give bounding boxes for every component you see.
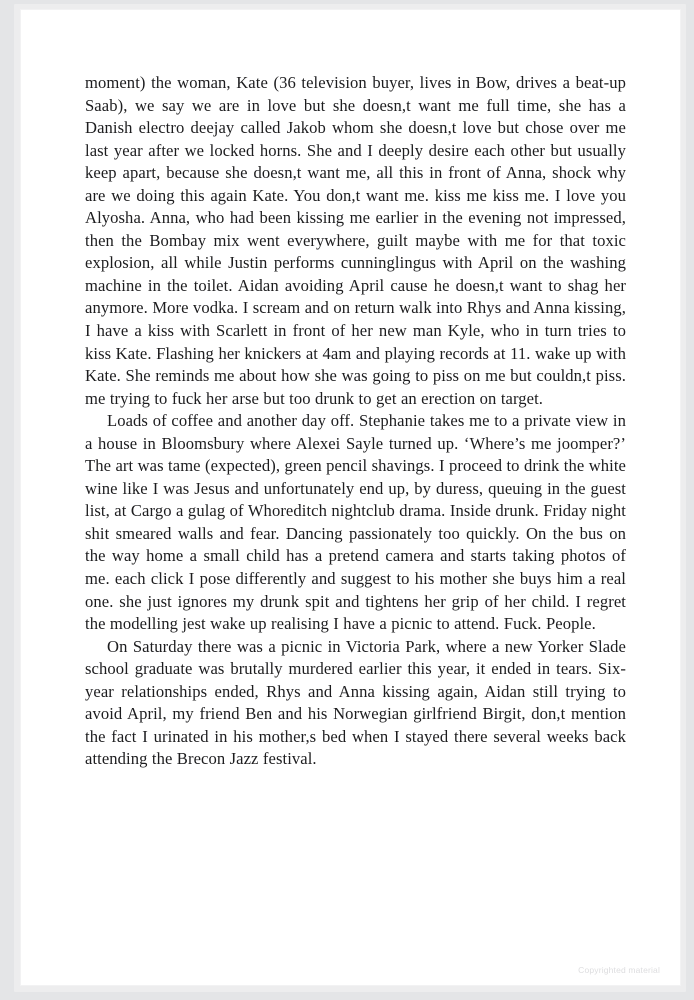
- paragraph-1: moment) the woman, Kate (36 television buyer, lives in Bow, drives a beat-up Saab), we say we are in love but she doesn,t want me full time, she has a Danish electro deejay called Jakob whom she doesn,t love but chose over me last year after we locked horns. She and I deeply desire each other but usually keep apart, because she doesn,t want me, all this in front of Anna, shock why are we doing this again Kate. You don,t want me. kiss me kiss me. I love you Alyosha. Anna, who had been kissing me earlier in the evening not impressed, then the Bombay mix went everywhere, guilt maybe with me for that toxic explosion, all while Justin performs cunninglingus with April on the washing machine in the toilet. Aidan avoiding April cause he doesn,t want to shag her anymore. More vodka. I scream and on return walk into Rhys and Anna kissing, I have a kiss with Scarlett in front of her new man Kyle, who in turn tries to kiss Kate. Flashing her knickers at 4am and playing records at 11. wake up with Kate. She reminds me about how she was going to piss on me but couldn,t piss. me trying to fuck her arse but too drunk to get an erection on target.: [85, 73, 626, 408]
- book-page: [21, 10, 680, 985]
- page-text-body: [85, 72, 626, 771]
- copyright-watermark: Copyrighted material: [578, 965, 660, 975]
- paragraph-2: Loads of coffee and another day off. Stephanie takes me to a private view in a house in Bloomsbury where Alexei Sayle turned up. ‘Where’s me joomper?’ The art was tame (expected), green pencil shavings. I proceed to drink the white wine like I was Jesus and unfortunately end up, by duress, queuing in the guest list, at Cargo a gulag of Whoreditch nightclub drama. Inside drunk. Friday night shit smeared walls and fear. Dancing passionately too quickly. On the bus on the way home a small child has a pretend camera and starts taking photos of me. each click I pose differently and suggest to his mother she buys him a real one. she just ignores my drunk spit and tightens her grip of her child. I regret the modelling jest wake up realising I have a picnic to attend. Fuck. People.: [85, 411, 626, 634]
- paragraph-3: On Saturday there was a picnic in Victoria Park, where a new Yorker Slade school graduate was brutally murdered earlier this year, it ended in tears. Six-year relationships ended, Rhys and Anna kissing again, Aidan still trying to avoid April, my friend Ben and his Norwegian girlfriend Birgit, don,t mention the fact I urinated in his mother,s bed when I stayed there several weeks back attending the Brecon Jazz festival.: [85, 636, 626, 769]
